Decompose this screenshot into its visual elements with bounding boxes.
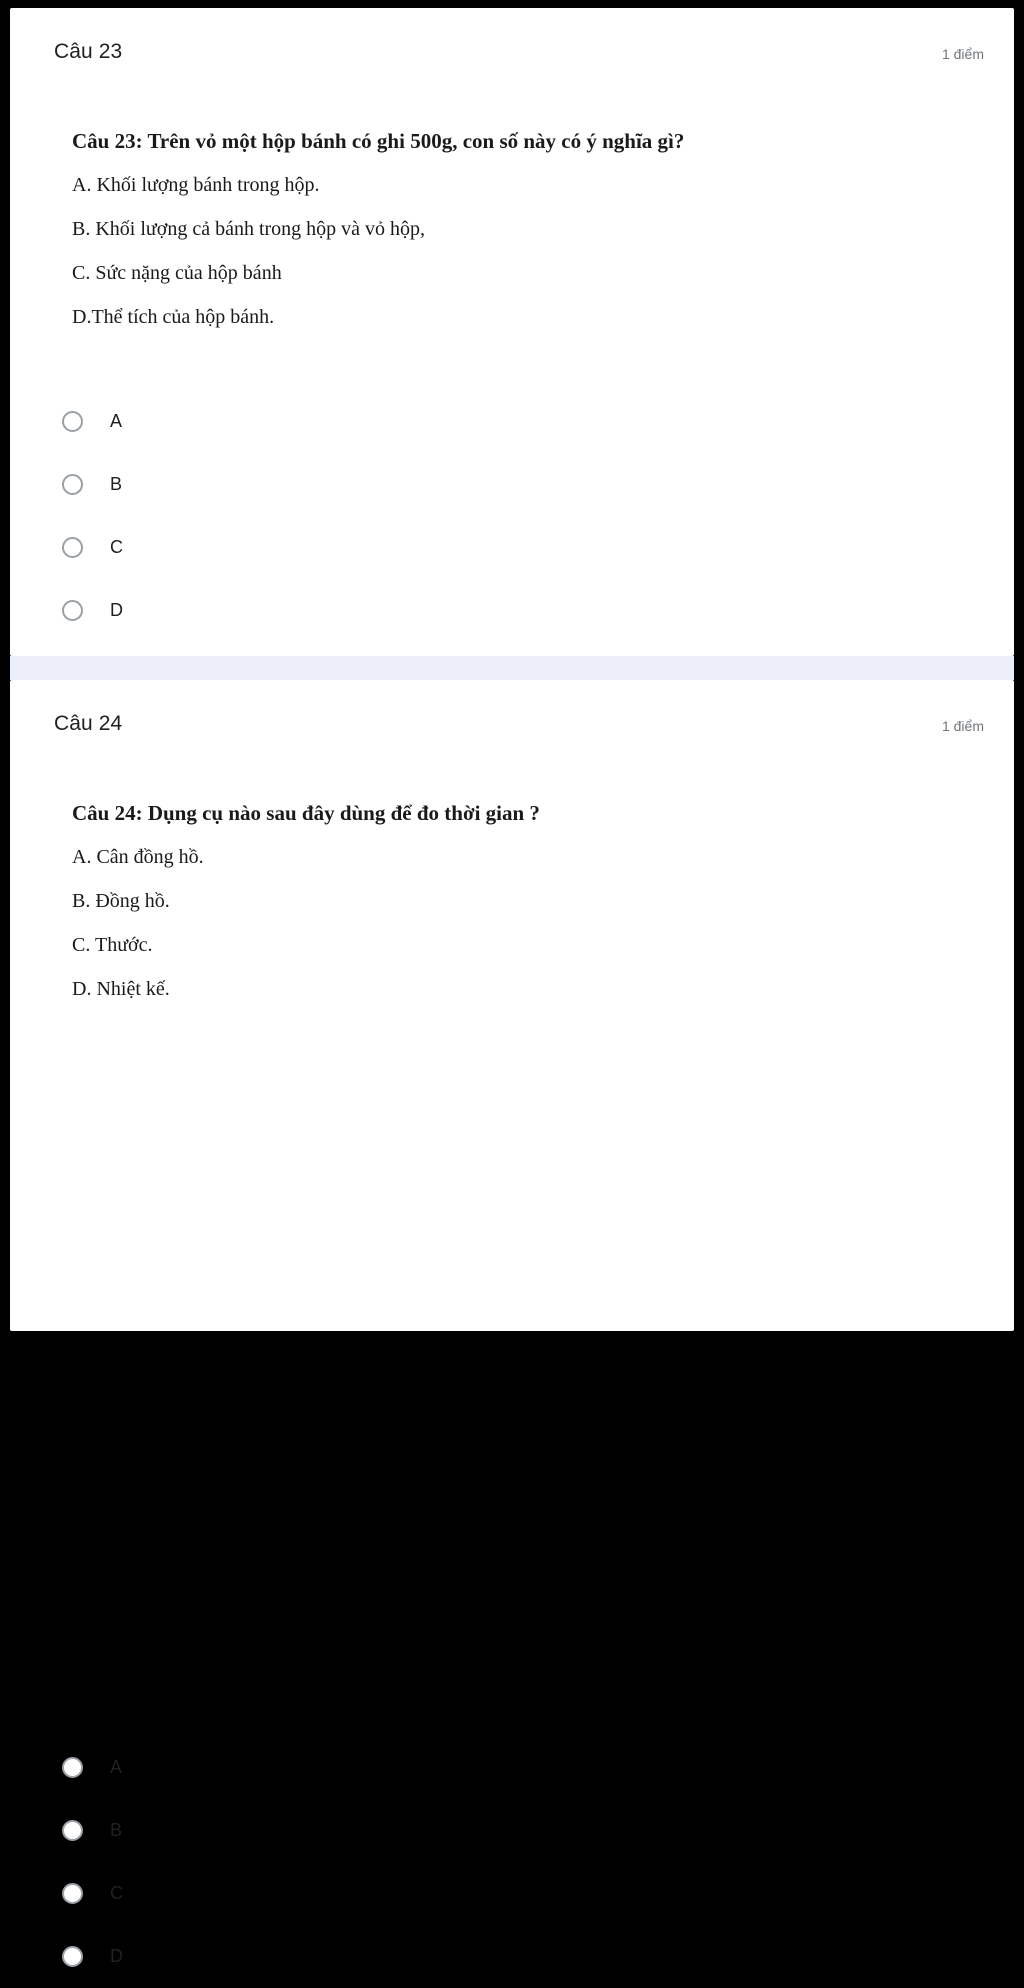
choice-label: A	[110, 411, 123, 431]
choice-label: B	[110, 474, 123, 494]
choice-label: B	[110, 1820, 123, 1840]
choice-group	[62, 390, 974, 642]
choice-row[interactable]	[62, 1799, 974, 1862]
choice-label: C	[110, 1883, 123, 1903]
radio-button-icon[interactable]	[62, 1757, 83, 1778]
question-header	[54, 40, 984, 64]
choice-row[interactable]	[62, 516, 974, 579]
radio-button-icon[interactable]	[62, 537, 83, 558]
radio-button-icon[interactable]	[62, 1820, 83, 1841]
choice-row[interactable]	[62, 1925, 974, 1988]
question-option-text-c: C. Sức nặng của hộp bánh	[72, 262, 282, 285]
choice-row[interactable]	[62, 453, 974, 516]
choice-row[interactable]	[62, 390, 974, 453]
choice-label: C	[110, 537, 123, 557]
card-divider	[10, 656, 1014, 680]
question-stem: Câu 24: Dụng cụ nào sau đây dùng để đo thời gian ?	[72, 801, 540, 825]
choice-group	[62, 1736, 974, 1988]
question-option-text-a: A. Cân đồng hồ.	[72, 846, 204, 869]
radio-button-icon[interactable]	[62, 474, 83, 495]
question-card-24	[10, 680, 1014, 1966]
radio-button-icon[interactable]	[62, 411, 83, 432]
choice-row[interactable]	[62, 1862, 974, 1925]
choice-label: D	[110, 600, 123, 620]
question-header	[54, 712, 984, 736]
question-option-text-a: A. Khối lượng bánh trong hộp.	[72, 174, 320, 197]
question-option-text-d: D.Thể tích của hộp bánh.	[72, 306, 275, 329]
radio-button-icon[interactable]	[62, 600, 83, 621]
question-card-23	[10, 8, 1014, 656]
question-option-text-d: D. Nhiệt kế.	[72, 978, 170, 1001]
question-option-text-b: B. Khối lượng cả bánh trong hộp và vỏ hộp,	[72, 218, 426, 241]
points-badge: 1 điểm	[941, 46, 984, 62]
choice-label: A	[110, 1757, 123, 1777]
page-title: Câu 24	[54, 712, 123, 735]
question-option-text-c: C. Thước.	[72, 934, 153, 957]
question-option-text-b: B. Đồng hồ.	[72, 890, 170, 913]
page-title: Câu 23	[54, 40, 123, 63]
radio-button-icon[interactable]	[62, 1946, 83, 1967]
question-body	[72, 126, 974, 346]
choice-row[interactable]	[62, 579, 974, 642]
points-badge: 1 điểm	[941, 718, 984, 734]
question-stem: Câu 23: Trên vỏ một hộp bánh có ghi 500g, con số này có ý nghĩa gì?	[72, 129, 685, 153]
choice-label: D	[110, 1946, 123, 1966]
question-body	[72, 798, 974, 1018]
choice-row[interactable]	[62, 1736, 974, 1799]
radio-button-icon[interactable]	[62, 1883, 83, 1904]
